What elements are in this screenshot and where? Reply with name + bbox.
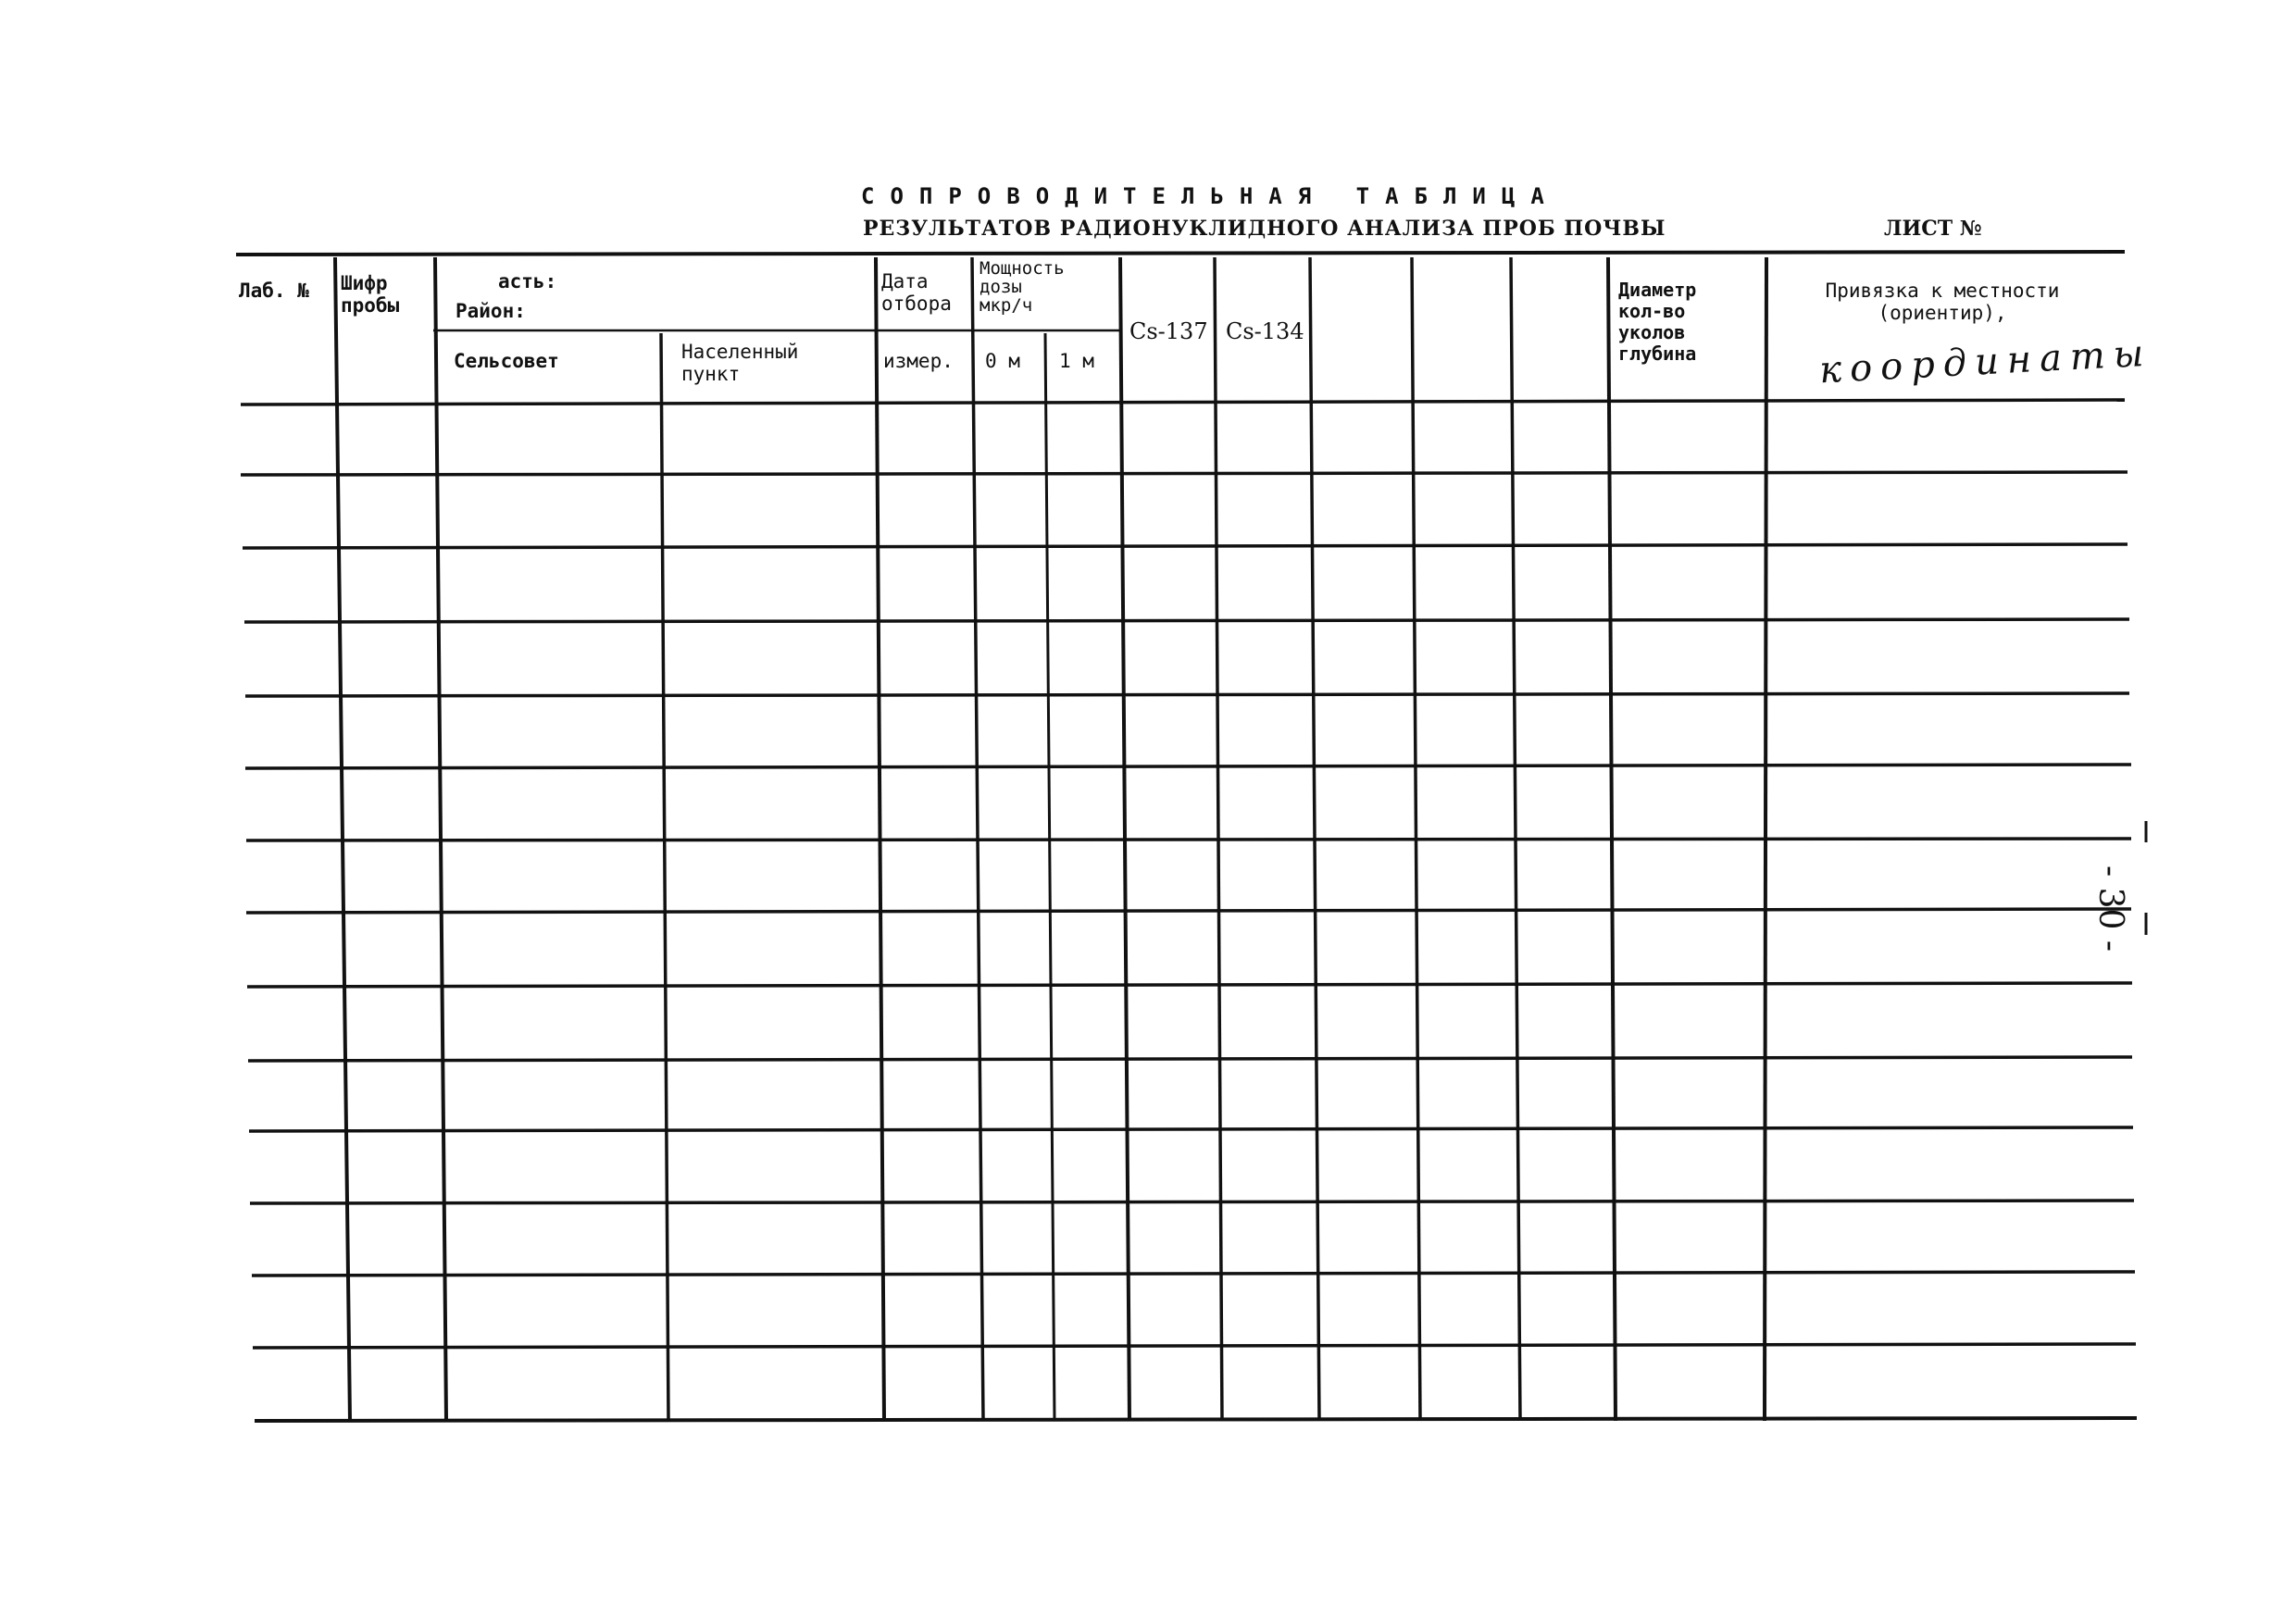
table-row <box>245 550 2134 618</box>
table-row <box>245 1133 2134 1201</box>
row-divider <box>248 1057 2132 1061</box>
header-settlement: Населенный пункт <box>681 341 799 385</box>
header-height-0m: 0 м <box>985 350 1020 372</box>
header-region: асть: <box>498 270 557 292</box>
document-title: СОПРОВОДИТЕЛЬНАЯ ТАБЛИЦА <box>861 183 1560 209</box>
header-sample-code: Шифр пробы <box>341 272 400 317</box>
table-row <box>245 1350 2134 1418</box>
row-divider <box>247 983 2132 987</box>
header-village-council: Сельсовет <box>454 350 559 372</box>
page-number: - 30 - <box>2091 865 2129 952</box>
table-row <box>245 1205 2134 1274</box>
header-sampling-date: Дата отбора <box>881 270 952 315</box>
table-row <box>245 989 2134 1057</box>
header-dose-rate: Мощность дозы мкр/ч <box>980 258 1065 316</box>
table-row <box>245 842 2134 911</box>
header-lab-number: Лаб. № <box>239 280 309 302</box>
document-subtitle: РЕЗУЛЬТАТОВ РАДИОНУКЛИДНОГО АНАЛИЗА ПРОБ ПОЧВЫ <box>863 217 1666 241</box>
table-row <box>245 1277 2134 1346</box>
header-height-1m: 1 м <box>1059 350 1094 372</box>
table-top-border <box>236 252 2125 255</box>
table-row <box>245 770 2134 839</box>
table-row <box>245 405 2134 474</box>
handwritten-coordinates: координаты <box>1818 331 2153 392</box>
header-location-binding: Привязка к местности (ориентир), <box>1825 280 2060 324</box>
header-district: Район: <box>455 300 526 322</box>
table-row <box>245 698 2134 766</box>
header-cs137: Cs-137 <box>1129 318 1208 344</box>
header-diameter-count-depth: Диаметр кол-во уколов глубина <box>1618 279 1697 365</box>
header-bottom-border <box>241 400 2125 404</box>
sheet-number-label: ЛИСТ № <box>1884 217 1982 241</box>
row-divider <box>246 839 2131 840</box>
table-row <box>245 1063 2134 1131</box>
table-bottom-border <box>255 1418 2137 1421</box>
row-divider <box>244 619 2129 622</box>
table-row <box>245 624 2134 692</box>
table-row <box>245 477 2134 545</box>
header-measurement: измер. <box>883 350 954 372</box>
row-divider <box>245 693 2129 696</box>
table-row <box>245 915 2134 983</box>
header-cs134: Cs-134 <box>1226 318 1304 344</box>
